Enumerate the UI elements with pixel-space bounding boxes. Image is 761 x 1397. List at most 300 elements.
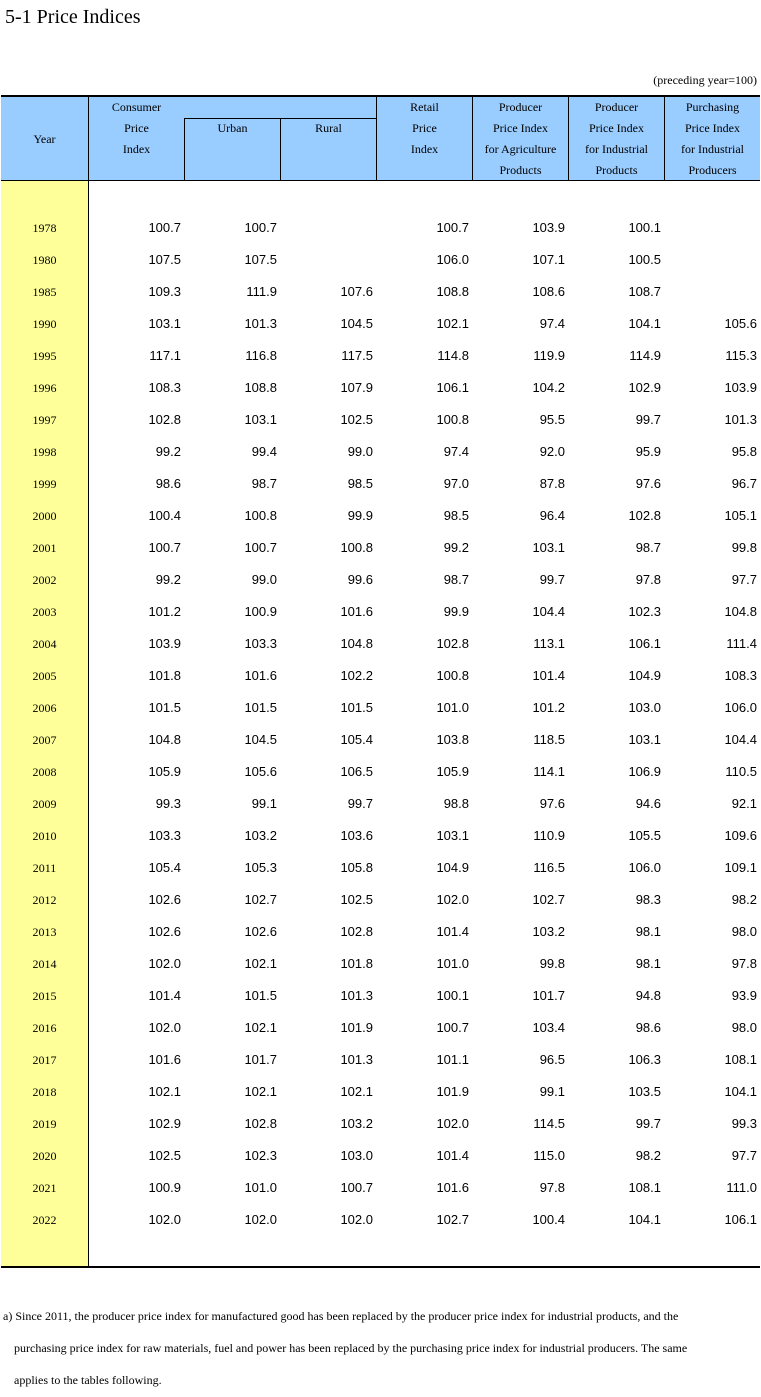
purchasing-cell: 97.7 bbox=[731, 572, 757, 587]
cpi-cell: 101.5 bbox=[148, 700, 181, 715]
cpi-cell: 108.3 bbox=[148, 380, 181, 395]
footnote-line: a) Since 2011, the producer price index for manufactured good has been replaced by the producer price index for industrial products, and the bbox=[3, 1309, 679, 1323]
retail-cell: 98.5 bbox=[443, 508, 469, 523]
purchasing-cell: 106.1 bbox=[724, 1212, 757, 1227]
rural-cell: 102.8 bbox=[340, 924, 373, 939]
purchasing-cell: 98.0 bbox=[731, 1020, 757, 1035]
rural-cell: 101.8 bbox=[340, 956, 373, 971]
table-row bbox=[0, 212, 761, 244]
urban-cell: 100.8 bbox=[244, 508, 277, 523]
cpi-cell: 107.5 bbox=[148, 252, 181, 267]
ppi-agri-cell: 99.8 bbox=[539, 956, 565, 971]
urban-cell: 99.4 bbox=[251, 444, 277, 459]
retail-cell: 101.0 bbox=[436, 700, 469, 715]
rural-cell: 100.7 bbox=[340, 1180, 373, 1195]
table-row bbox=[0, 564, 761, 596]
ppi-agri-cell: 118.5 bbox=[533, 732, 565, 747]
header-ppi-agri: Producer Price Index for Agriculture Products bbox=[484, 100, 557, 177]
retail-cell: 100.1 bbox=[436, 988, 469, 1003]
ppi-ind-cell: 103.1 bbox=[628, 732, 661, 747]
year-cell: 1980 bbox=[32, 253, 57, 267]
rural-cell: 103.2 bbox=[340, 1116, 373, 1131]
ppi-agri-cell: 102.7 bbox=[532, 892, 565, 907]
ppi-ind-cell: 100.1 bbox=[628, 220, 661, 235]
cpi-cell: 100.9 bbox=[148, 1180, 181, 1195]
year-cell: 2022 bbox=[32, 1213, 57, 1227]
rural-cell: 105.8 bbox=[340, 860, 373, 875]
ppi-ind-cell: 98.1 bbox=[635, 924, 661, 939]
ppi-agri-cell: 103.1 bbox=[532, 540, 565, 555]
cpi-cell: 103.1 bbox=[148, 316, 181, 331]
urban-cell: 102.7 bbox=[244, 892, 277, 907]
ppi-ind-cell: 106.3 bbox=[628, 1052, 661, 1067]
urban-cell: 102.0 bbox=[244, 1212, 277, 1227]
year-cell: 1985 bbox=[32, 285, 57, 299]
purchasing-cell: 95.8 bbox=[731, 444, 757, 459]
rural-cell: 101.6 bbox=[340, 604, 373, 619]
table-row bbox=[0, 852, 761, 884]
year-cell: 1978 bbox=[32, 221, 57, 235]
ppi-agri-cell: 99.1 bbox=[539, 1084, 565, 1099]
cpi-cell: 101.2 bbox=[148, 604, 181, 619]
ppi-agri-cell: 119.9 bbox=[533, 348, 565, 363]
urban-cell: 100.7 bbox=[244, 540, 277, 555]
retail-cell: 98.8 bbox=[443, 796, 469, 811]
ppi-agri-cell: 101.2 bbox=[532, 700, 565, 715]
ppi-agri-cell: 100.4 bbox=[532, 1212, 565, 1227]
cpi-cell: 105.4 bbox=[148, 860, 181, 875]
year-cell: 2008 bbox=[32, 765, 57, 779]
purchasing-cell: 101.3 bbox=[724, 412, 757, 427]
ppi-agri-cell: 108.6 bbox=[532, 284, 565, 299]
ppi-ind-cell: 97.8 bbox=[635, 572, 661, 587]
retail-cell: 100.8 bbox=[436, 412, 469, 427]
urban-cell: 101.5 bbox=[244, 700, 277, 715]
rural-cell: 105.4 bbox=[340, 732, 373, 747]
cpi-cell: 102.9 bbox=[148, 1116, 181, 1131]
table-row bbox=[0, 1172, 761, 1204]
header-urban: Urban bbox=[217, 121, 248, 135]
year-cell: 1998 bbox=[32, 445, 57, 459]
retail-cell: 106.1 bbox=[436, 380, 469, 395]
header-year: Year bbox=[33, 132, 56, 146]
purchasing-cell: 98.0 bbox=[731, 924, 757, 939]
retail-cell: 99.2 bbox=[443, 540, 469, 555]
cpi-cell: 102.6 bbox=[148, 924, 181, 939]
year-cell: 1997 bbox=[32, 413, 57, 427]
retail-cell: 101.6 bbox=[436, 1180, 469, 1195]
footnote-line: purchasing price index for raw materials, fuel and power has been replaced by the purchasing price index for industrial producers. The same bbox=[14, 1341, 688, 1355]
year-cell: 2012 bbox=[32, 893, 57, 907]
ppi-agri-cell: 97.4 bbox=[539, 316, 565, 331]
table-row bbox=[0, 340, 761, 372]
rural-cell: 101.3 bbox=[340, 1052, 373, 1067]
rural-cell: 102.5 bbox=[340, 892, 373, 907]
purchasing-cell: 109.1 bbox=[724, 860, 757, 875]
ppi-ind-cell: 94.8 bbox=[635, 988, 661, 1003]
rural-cell: 99.0 bbox=[347, 444, 373, 459]
table-row bbox=[0, 436, 761, 468]
purchasing-cell: 108.3 bbox=[724, 668, 757, 683]
retail-cell: 100.7 bbox=[436, 1020, 469, 1035]
cpi-cell: 103.9 bbox=[148, 636, 181, 651]
ppi-ind-cell: 105.5 bbox=[628, 828, 661, 843]
retail-cell: 97.0 bbox=[443, 476, 469, 491]
purchasing-cell: 111.4 bbox=[726, 636, 757, 651]
ppi-ind-cell: 103.0 bbox=[628, 700, 661, 715]
urban-cell: 108.8 bbox=[244, 380, 277, 395]
rural-cell: 102.1 bbox=[340, 1084, 373, 1099]
cpi-cell: 102.0 bbox=[148, 956, 181, 971]
purchasing-cell: 111.0 bbox=[726, 1180, 757, 1195]
ppi-agri-cell: 115.0 bbox=[533, 1148, 565, 1163]
urban-cell: 105.6 bbox=[244, 764, 277, 779]
ppi-ind-cell: 98.1 bbox=[635, 956, 661, 971]
table-row bbox=[0, 628, 761, 660]
retail-cell: 103.1 bbox=[436, 828, 469, 843]
urban-cell: 102.1 bbox=[244, 956, 277, 971]
table-row bbox=[0, 276, 761, 308]
ppi-agri-cell: 107.1 bbox=[532, 252, 565, 267]
table-row bbox=[0, 724, 761, 756]
ppi-agri-cell: 104.4 bbox=[532, 604, 565, 619]
ppi-ind-cell: 102.3 bbox=[628, 604, 661, 619]
ppi-ind-cell: 106.0 bbox=[628, 860, 661, 875]
table-row bbox=[0, 1044, 761, 1076]
purchasing-cell: 104.4 bbox=[724, 732, 757, 747]
ppi-ind-cell: 106.1 bbox=[628, 636, 661, 651]
table-row bbox=[0, 532, 761, 564]
year-cell: 2014 bbox=[32, 957, 57, 971]
retail-cell: 106.0 bbox=[436, 252, 469, 267]
year-cell: 2013 bbox=[32, 925, 57, 939]
urban-cell: 103.2 bbox=[244, 828, 277, 843]
urban-cell: 111.9 bbox=[246, 284, 277, 299]
rural-cell: 103.0 bbox=[340, 1148, 373, 1163]
year-cell: 1999 bbox=[32, 477, 57, 491]
ppi-agri-cell: 87.8 bbox=[539, 476, 565, 491]
cpi-cell: 100.7 bbox=[148, 540, 181, 555]
ppi-ind-cell: 99.7 bbox=[635, 1116, 661, 1131]
cpi-cell: 109.3 bbox=[148, 284, 181, 299]
purchasing-cell: 96.7 bbox=[731, 476, 757, 491]
urban-cell: 102.3 bbox=[244, 1148, 277, 1163]
ppi-agri-cell: 95.5 bbox=[539, 412, 565, 427]
table-row bbox=[0, 884, 761, 916]
cpi-cell: 105.9 bbox=[148, 764, 181, 779]
urban-cell: 102.6 bbox=[244, 924, 277, 939]
cpi-cell: 98.6 bbox=[155, 476, 181, 491]
retail-cell: 102.0 bbox=[436, 892, 469, 907]
ppi-ind-cell: 108.7 bbox=[628, 284, 661, 299]
cpi-cell: 102.6 bbox=[148, 892, 181, 907]
year-cell: 2006 bbox=[32, 701, 57, 715]
purchasing-cell: 97.7 bbox=[731, 1148, 757, 1163]
ppi-ind-cell: 104.9 bbox=[628, 668, 661, 683]
table-row bbox=[0, 596, 761, 628]
urban-cell: 101.6 bbox=[244, 668, 277, 683]
table-row bbox=[0, 1140, 761, 1172]
ppi-ind-cell: 100.5 bbox=[628, 252, 661, 267]
year-cell: 2005 bbox=[32, 669, 57, 683]
table-row bbox=[0, 404, 761, 436]
urban-cell: 98.7 bbox=[251, 476, 277, 491]
purchasing-cell: 93.9 bbox=[731, 988, 757, 1003]
table-bottom-rule bbox=[1, 1266, 760, 1268]
year-cell: 2015 bbox=[32, 989, 57, 1003]
urban-cell: 100.9 bbox=[244, 604, 277, 619]
urban-cell: 103.1 bbox=[244, 412, 277, 427]
table-row bbox=[0, 1012, 761, 1044]
cpi-cell: 103.3 bbox=[148, 828, 181, 843]
year-cell: 2011 bbox=[32, 861, 57, 875]
year-cell: 2004 bbox=[32, 637, 57, 651]
retail-cell: 101.4 bbox=[436, 1148, 469, 1163]
cpi-cell: 100.7 bbox=[148, 220, 181, 235]
table-row bbox=[0, 692, 761, 724]
ppi-agri-cell: 113.1 bbox=[533, 636, 565, 651]
ppi-ind-cell: 99.7 bbox=[635, 412, 661, 427]
ppi-agri-cell: 103.4 bbox=[532, 1020, 565, 1035]
rural-cell: 106.5 bbox=[340, 764, 373, 779]
rural-cell: 101.3 bbox=[340, 988, 373, 1003]
urban-cell: 99.1 bbox=[251, 796, 277, 811]
ppi-ind-cell: 104.1 bbox=[628, 1212, 661, 1227]
retail-cell: 108.8 bbox=[436, 284, 469, 299]
table-row bbox=[0, 788, 761, 820]
header-ppi-ind: Producer Price Index for Industrial Products bbox=[585, 100, 648, 177]
urban-cell: 116.8 bbox=[245, 348, 277, 363]
purchasing-cell: 109.6 bbox=[724, 828, 757, 843]
year-cell: 2002 bbox=[32, 573, 57, 587]
urban-cell: 105.3 bbox=[244, 860, 277, 875]
purchasing-cell: 104.8 bbox=[724, 604, 757, 619]
cpi-cell: 99.3 bbox=[155, 796, 181, 811]
cpi-cell: 101.6 bbox=[148, 1052, 181, 1067]
rural-cell: 99.9 bbox=[347, 508, 373, 523]
year-cell: 2021 bbox=[32, 1181, 57, 1195]
ppi-agri-cell: 97.6 bbox=[539, 796, 565, 811]
purchasing-cell: 92.1 bbox=[731, 796, 757, 811]
rural-cell: 102.5 bbox=[340, 412, 373, 427]
table-row bbox=[0, 980, 761, 1012]
table-row bbox=[0, 1204, 761, 1236]
table-row bbox=[0, 500, 761, 532]
retail-cell: 98.7 bbox=[443, 572, 469, 587]
retail-cell: 97.4 bbox=[443, 444, 469, 459]
table-row bbox=[0, 916, 761, 948]
ppi-agri-cell: 92.0 bbox=[539, 444, 565, 459]
ppi-ind-cell: 98.6 bbox=[635, 1020, 661, 1035]
cpi-cell: 102.8 bbox=[148, 412, 181, 427]
urban-cell: 99.0 bbox=[251, 572, 277, 587]
table-row bbox=[0, 468, 761, 500]
purchasing-cell: 115.3 bbox=[725, 348, 757, 363]
ppi-agri-cell: 96.4 bbox=[539, 508, 565, 523]
table-row bbox=[0, 756, 761, 788]
ppi-agri-cell: 97.8 bbox=[539, 1180, 565, 1195]
cpi-cell: 101.4 bbox=[148, 988, 181, 1003]
year-cell: 1996 bbox=[32, 381, 57, 395]
year-cell: 2009 bbox=[32, 797, 57, 811]
urban-cell: 101.0 bbox=[244, 1180, 277, 1195]
ppi-agri-cell: 116.5 bbox=[533, 860, 565, 875]
cpi-cell: 102.0 bbox=[148, 1020, 181, 1035]
ppi-ind-cell: 97.6 bbox=[635, 476, 661, 491]
ppi-ind-cell: 98.3 bbox=[635, 892, 661, 907]
purchasing-cell: 97.8 bbox=[731, 956, 757, 971]
header-rural: Rural bbox=[315, 121, 342, 135]
year-cell: 2018 bbox=[32, 1085, 57, 1099]
table-row bbox=[0, 820, 761, 852]
cpi-cell: 100.4 bbox=[148, 508, 181, 523]
retail-cell: 102.1 bbox=[436, 316, 469, 331]
purchasing-cell: 105.6 bbox=[724, 316, 757, 331]
year-cell: 1995 bbox=[32, 349, 57, 363]
cpi-cell: 104.8 bbox=[148, 732, 181, 747]
ppi-ind-cell: 98.2 bbox=[635, 1148, 661, 1163]
retail-cell: 101.1 bbox=[436, 1052, 469, 1067]
urban-cell: 102.8 bbox=[244, 1116, 277, 1131]
cpi-cell: 102.5 bbox=[148, 1148, 181, 1163]
retail-cell: 102.8 bbox=[436, 636, 469, 651]
ppi-ind-cell: 106.9 bbox=[628, 764, 661, 779]
footnote bbox=[3, 1300, 759, 1396]
ppi-agri-cell: 103.2 bbox=[532, 924, 565, 939]
cpi-cell: 102.1 bbox=[148, 1084, 181, 1099]
retail-cell: 100.7 bbox=[436, 220, 469, 235]
retail-cell: 101.0 bbox=[436, 956, 469, 971]
ppi-ind-cell: 108.1 bbox=[628, 1180, 661, 1195]
purchasing-cell: 105.1 bbox=[724, 508, 757, 523]
purchasing-cell: 103.9 bbox=[724, 380, 757, 395]
ppi-agri-cell: 103.9 bbox=[532, 220, 565, 235]
table-header bbox=[1, 95, 760, 181]
year-cell: 1990 bbox=[32, 317, 57, 331]
unit-note: (preceding year=100) bbox=[653, 73, 757, 87]
cpi-cell: 101.8 bbox=[148, 668, 181, 683]
cpi-cell: 117.1 bbox=[149, 348, 181, 363]
ppi-ind-cell: 114.9 bbox=[629, 348, 661, 363]
purchasing-cell: 110.5 bbox=[725, 764, 757, 779]
rural-cell: 99.6 bbox=[347, 572, 373, 587]
retail-cell: 101.9 bbox=[436, 1084, 469, 1099]
retail-cell: 100.8 bbox=[436, 668, 469, 683]
retail-cell: 114.8 bbox=[437, 348, 469, 363]
purchasing-cell: 99.8 bbox=[731, 540, 757, 555]
rural-cell: 107.6 bbox=[340, 284, 373, 299]
urban-cell: 104.5 bbox=[244, 732, 277, 747]
purchasing-cell: 106.0 bbox=[724, 700, 757, 715]
year-cell: 2016 bbox=[32, 1021, 57, 1035]
ppi-ind-cell: 102.9 bbox=[628, 380, 661, 395]
purchasing-cell: 104.1 bbox=[724, 1084, 757, 1099]
ppi-agri-cell: 101.4 bbox=[532, 668, 565, 683]
rural-cell: 101.9 bbox=[340, 1020, 373, 1035]
purchasing-cell: 108.1 bbox=[724, 1052, 757, 1067]
rural-cell: 99.7 bbox=[347, 796, 373, 811]
retail-cell: 103.8 bbox=[436, 732, 469, 747]
urban-cell: 101.7 bbox=[244, 1052, 277, 1067]
table-row bbox=[0, 1076, 761, 1108]
ppi-agri-cell: 114.5 bbox=[533, 1116, 565, 1131]
header-purchasing: Purchasing Price Index for Industrial Producers bbox=[681, 100, 744, 177]
table-row bbox=[0, 308, 761, 340]
retail-cell: 99.9 bbox=[443, 604, 469, 619]
urban-cell: 102.1 bbox=[244, 1084, 277, 1099]
urban-cell: 103.3 bbox=[244, 636, 277, 651]
rural-cell: 104.5 bbox=[340, 316, 373, 331]
ppi-agri-cell: 96.5 bbox=[539, 1052, 565, 1067]
cpi-cell: 99.2 bbox=[155, 444, 181, 459]
urban-cell: 101.3 bbox=[244, 316, 277, 331]
ppi-ind-cell: 103.5 bbox=[628, 1084, 661, 1099]
retail-cell: 102.0 bbox=[436, 1116, 469, 1131]
year-cell: 2007 bbox=[32, 733, 57, 747]
rural-cell: 102.2 bbox=[340, 668, 373, 683]
year-cell: 2019 bbox=[32, 1117, 57, 1131]
ppi-agri-cell: 114.1 bbox=[533, 764, 565, 779]
rural-cell: 100.8 bbox=[340, 540, 373, 555]
table-row bbox=[0, 372, 761, 404]
ppi-ind-cell: 98.7 bbox=[635, 540, 661, 555]
header-retail: Retail Price Index bbox=[410, 100, 439, 156]
urban-cell: 102.1 bbox=[244, 1020, 277, 1035]
ppi-ind-cell: 94.6 bbox=[635, 796, 661, 811]
cpi-cell: 102.0 bbox=[148, 1212, 181, 1227]
ppi-ind-cell: 95.9 bbox=[635, 444, 661, 459]
cpi-cell: 99.2 bbox=[155, 572, 181, 587]
retail-cell: 102.7 bbox=[436, 1212, 469, 1227]
purchasing-cell: 98.2 bbox=[731, 892, 757, 907]
rural-cell: 107.9 bbox=[340, 380, 373, 395]
retail-cell: 105.9 bbox=[436, 764, 469, 779]
ppi-ind-cell: 104.1 bbox=[628, 316, 661, 331]
ppi-agri-cell: 110.9 bbox=[533, 828, 565, 843]
header-cpi: Consumer Price Index bbox=[111, 100, 162, 156]
ppi-agri-cell: 104.2 bbox=[532, 380, 565, 395]
purchasing-cell: 99.3 bbox=[731, 1116, 757, 1131]
urban-cell: 100.7 bbox=[244, 220, 277, 235]
rural-cell: 104.8 bbox=[340, 636, 373, 651]
year-cell: 2020 bbox=[32, 1149, 57, 1163]
footnote-line: applies to the tables following. bbox=[14, 1373, 162, 1387]
ppi-ind-cell: 102.8 bbox=[628, 508, 661, 523]
table-row bbox=[0, 244, 761, 276]
year-cell: 2017 bbox=[32, 1053, 57, 1067]
rural-cell: 102.0 bbox=[340, 1212, 373, 1227]
year-cell: 2000 bbox=[32, 509, 57, 523]
ppi-agri-cell: 101.7 bbox=[532, 988, 565, 1003]
ppi-agri-cell: 99.7 bbox=[539, 572, 565, 587]
year-cell: 2001 bbox=[32, 541, 57, 555]
urban-cell: 107.5 bbox=[244, 252, 277, 267]
retail-cell: 104.9 bbox=[436, 860, 469, 875]
table-row bbox=[0, 660, 761, 692]
retail-cell: 101.4 bbox=[436, 924, 469, 939]
table-row bbox=[0, 1108, 761, 1140]
table-body bbox=[0, 212, 761, 1236]
rural-cell: 117.5 bbox=[341, 348, 373, 363]
rural-cell: 103.6 bbox=[340, 828, 373, 843]
page-title: 5-1 Price Indices bbox=[5, 6, 141, 28]
table-row bbox=[0, 948, 761, 980]
urban-cell: 101.5 bbox=[244, 988, 277, 1003]
year-cell: 2010 bbox=[32, 829, 57, 843]
year-cell: 2003 bbox=[32, 605, 57, 619]
rural-cell: 101.5 bbox=[340, 700, 373, 715]
rural-cell: 98.5 bbox=[347, 476, 373, 491]
